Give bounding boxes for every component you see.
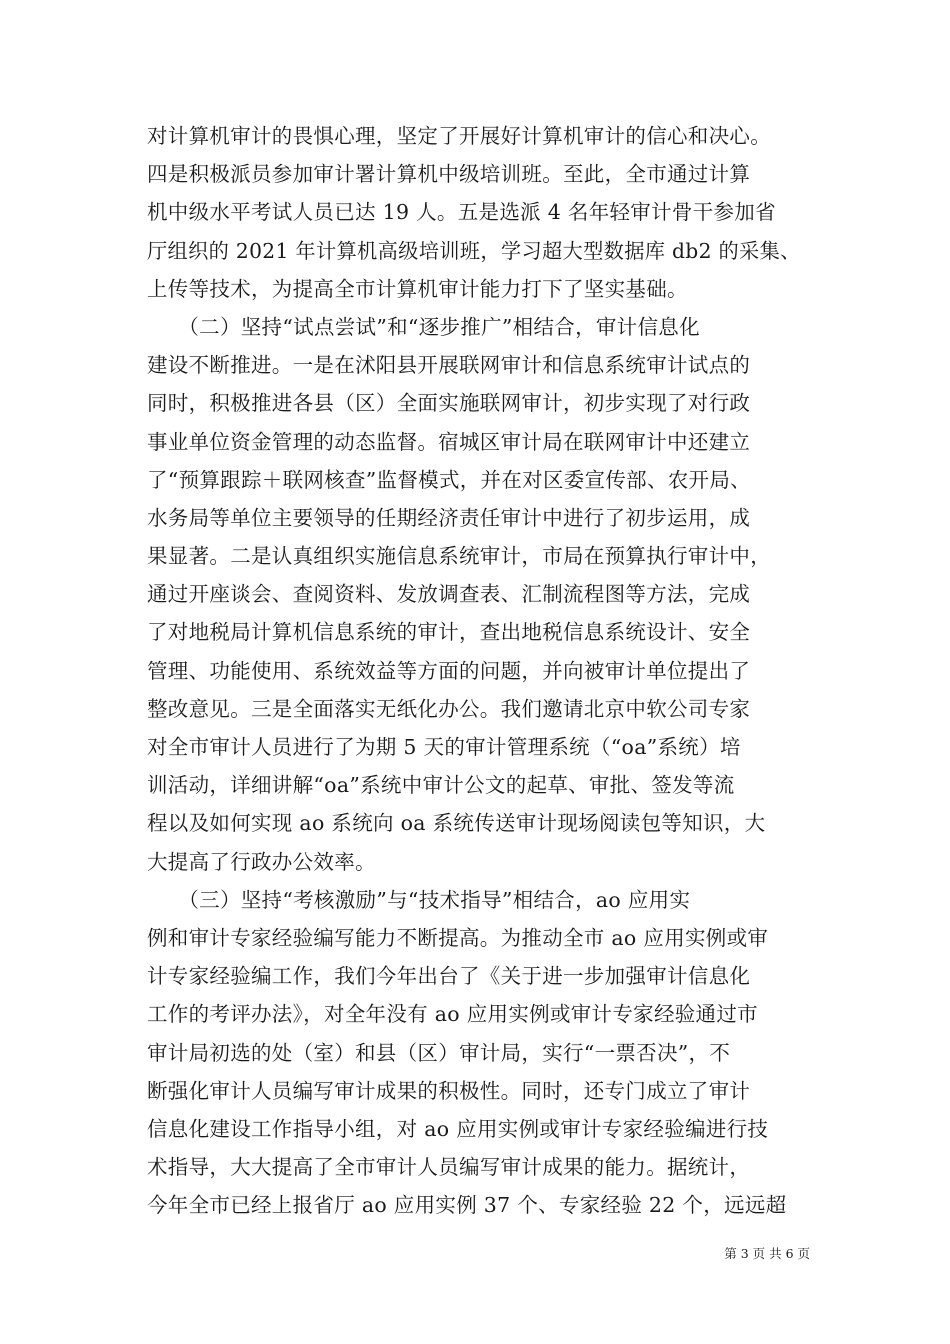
text-line: 机中级水平考试人员已达 19 人。五是选派 4 名年轻审计骨干参加省 xyxy=(147,200,776,225)
page-number: 第 3 页 共 6 页 xyxy=(724,1246,810,1261)
text-line: 水务局等单位主要领导的任期经济责任审计中进行了初步运用，成 xyxy=(147,505,751,530)
text-line: 果显著。二是认真组织实施信息系统审计，市局在预算执行审计中， xyxy=(147,544,771,569)
text-line: 建设不断推进。一是在沭阳县开展联网审计和信息系统审计试点的 xyxy=(147,353,751,378)
text-line: 例和审计专家经验编写能力不断提高。为推动全市 ao 应用实例或审 xyxy=(147,925,769,950)
text-line: 审计局初选的处（室）和县（区）审计局，实行“一票否决”，不 xyxy=(147,1040,731,1065)
text-line: 整改意见。三是全面落实无纸化办公。我们邀请北京中软公司专家 xyxy=(147,696,751,721)
text-line: 程以及如何实现 ao 系统向 oa 系统传送审计现场阅读包等知识，大 xyxy=(147,811,766,836)
text-line: 训活动，详细讲解“oa”系统中审计公文的起草、审批、签发等流 xyxy=(147,773,735,798)
text-line: （三）坚持“考核激励”与“技术指导”相结合，ao 应用实 xyxy=(147,887,691,912)
text-line: 大提高了行政办公效率。 xyxy=(147,849,376,874)
text-line: 断强化审计人员编写审计成果的积极性。同时，还专门成立了审计 xyxy=(147,1078,751,1103)
text-line: 对全市审计人员进行了为期 5 天的审计管理系统（“oa”系统）培 xyxy=(147,735,741,759)
text-line: （二）坚持“试点尝试”和“逐步推广”相结合，审计信息化 xyxy=(147,314,700,339)
text-line: 计专家经验编工作，我们今年出台了《关于进一步加强审计信息化 xyxy=(147,964,751,989)
text-line: 信息化建设工作指导小组，对 ao 应用实例或审计专家经验编进行技 xyxy=(147,1116,769,1141)
text-line: 四是积极派员参加审计署计算机中级培训班。至此，全市通过计算 xyxy=(147,162,751,187)
text-line: 了对地税局计算机信息系统的审计，查出地税信息系统设计、安全 xyxy=(147,620,751,645)
text-line: 了“预算跟踪＋联网核查”监督模式，并在对区委宣传部、农开局、 xyxy=(147,467,751,492)
text-line: 对计算机审计的畏惧心理，坚定了开展好计算机审计的信心和决心。 xyxy=(147,124,771,148)
text-line: 管理、功能使用、系统效益等方面的问题，并向被审计单位提出了 xyxy=(147,658,751,683)
text-line: 工作的考评办法》，对全年没有 ao 应用实例或审计专家经验通过市 xyxy=(147,1002,758,1027)
text-line: 厅组织的 2021 年计算机高级培训班，学习超大型数据库 db2 的采集、 xyxy=(147,238,801,263)
text-line: 今年全市已经上报省厅 ao 应用实例 37 个、专家经验 22 个，远远超 xyxy=(147,1193,787,1218)
body-text xyxy=(147,117,807,1224)
text-line: 上传等技术，为提高全市计算机审计能力打下了坚实基础。 xyxy=(147,276,688,301)
text-line: 同时，积极推进各县（区）全面实施联网审计，初步实现了对行政 xyxy=(147,391,751,416)
text-line: 术指导，大大提高了全市审计人员编写审计成果的能力。据统计， xyxy=(147,1155,751,1180)
text-line: 事业单位资金管理的动态监督。宿城区审计局在联网审计中还建立 xyxy=(147,429,751,454)
text-line: 通过开座谈会、查阅资料、发放调查表、汇制流程图等方法，完成 xyxy=(147,582,751,607)
